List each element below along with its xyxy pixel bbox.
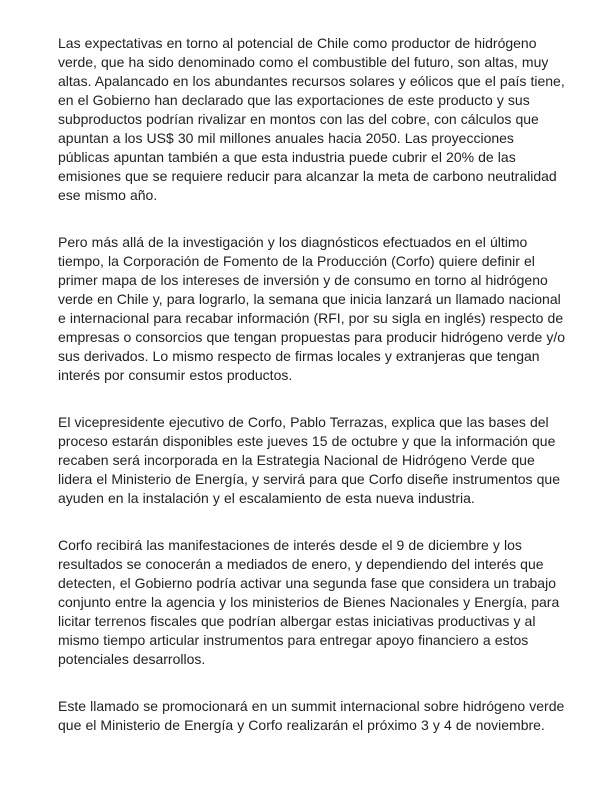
paragraph-1: Las expectativas en torno al potencial de Chile como productor de hidrógeno verde, que ha sido denominado como el combustible del futuro, son altas, muy altas. Apalancado en los abundantes recursos solares y eólicos que el país tiene, en el Gobierno han declarado que las exportaciones de este producto y sus subproductos podrían rivalizar en montos con las del cobre, con cálculos que apuntan a los US$ 30 mil millones anuales hacia 2050. Las proyecciones públicas apuntan también a que esta industria puede cubrir el 20% de las emisiones que se requiere reducir para alcanzar la meta de carbono neutralidad ese mismo año. xyxy=(58,35,565,203)
paragraph-4: Corfo recibirá las manifestaciones de interés desde el 9 de diciembre y los resultados se conocerán a mediados de enero, y dependiendo del interés que detecten, el Gobierno podría activar una segunda fase que considera un trabajo conjunto entre la agencia y los ministerios de Bienes Nacionales y Energía, para licitar terrenos fiscales que podrían albergar estas iniciativas productivas y al mismo tiempo articular instrumentos para entregar apoyo financiero a estos potenciales desarrollos. xyxy=(58,537,560,667)
paragraph-3: El vicepresidente ejecutivo de Corfo, Pablo Terrazas, explica que las bases del proceso estarán disponibles este jueves 15 de octubre y que la información que recaben será incorporada en la Estrategia Nacional de Hidrógeno Verde que lidera el Ministerio de Energía, y servirá para que Corfo diseñe instrumentos que ayuden en la instalación y el escalamiento de esta nueva industria. xyxy=(58,414,560,506)
paragraph-2: Pero más allá de la investigación y los diagnósticos efectuados en el último tiempo, la Corporación de Fomento de la Producción (Corfo) quiere definir el primer mapa de los intereses de inversión y de consumo en torno al hidrógeno verde en Chile y, para lograrlo, la semana que inicia lanzará un llamado nacional e internacional para recabar información (RFI, por su sigla en inglés) respecto de empresas o consorcios que tengan propuestas para producir hidrógeno verde y/o sus derivados. Lo mismo respecto de firmas locales y extranjeras que tengan interés por consumir estos productos. xyxy=(58,234,566,383)
paragraph-5: Este llamado se promocionará en un summit internacional sobre hidrógeno verde que el Ministerio de Energía y Corfo realizarán el próximo 3 y 4 de noviembre. xyxy=(58,698,565,733)
